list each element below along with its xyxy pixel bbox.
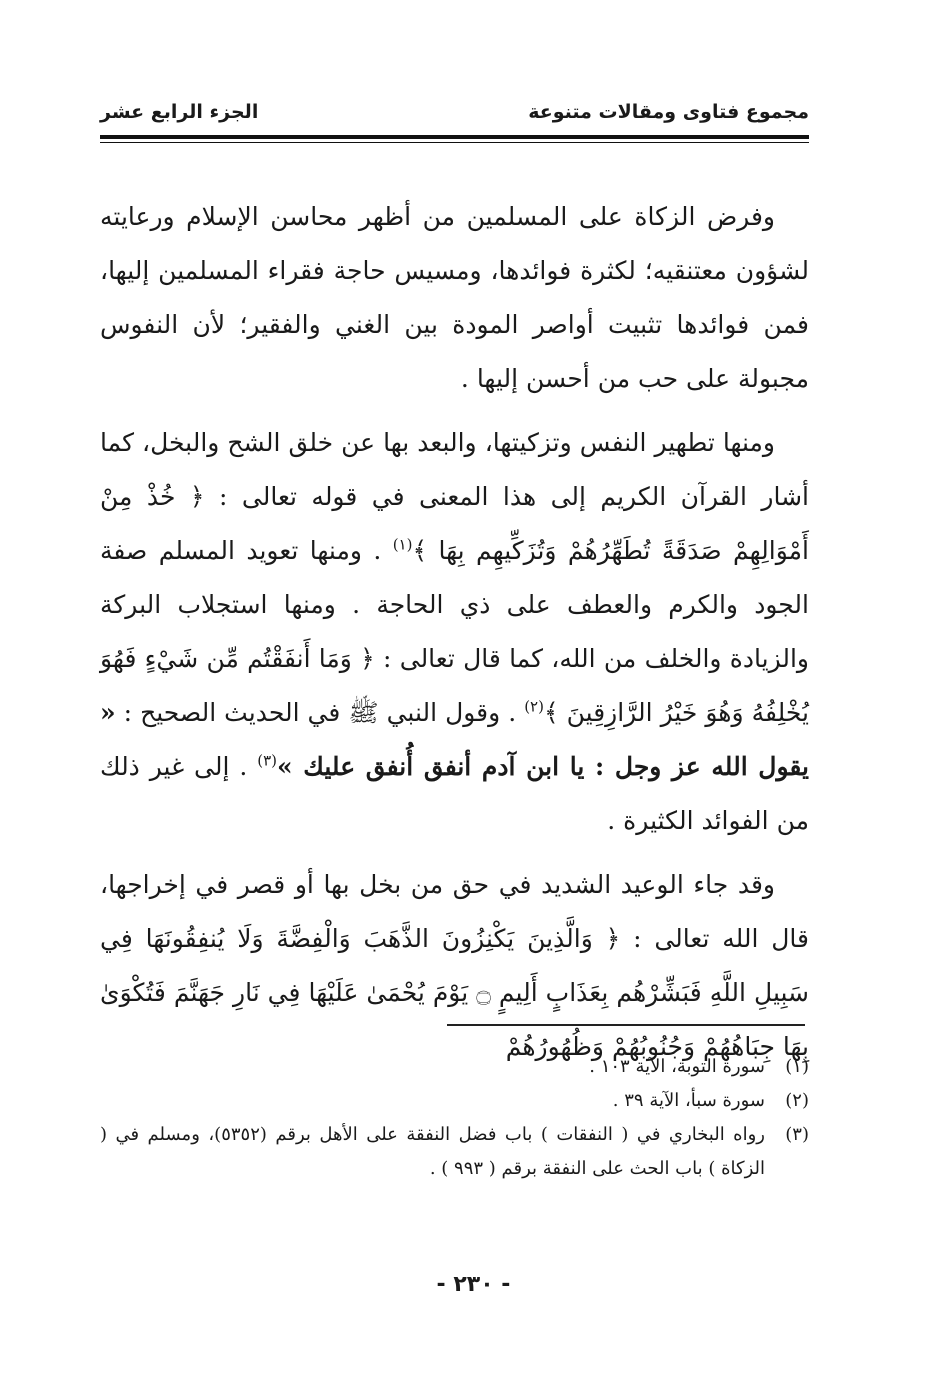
main-text <box>100 190 809 1084</box>
footnote-text: رواه البخاري في ( النفقات ) باب فضل النفقة على الأهل برقم (٥٣٥٢)، ومسلم في ( الزكاة ) باب الحث على النفقة برقم ( ٩٩٣ ) . <box>100 1124 765 1179</box>
p2-text-e: . إلى غير ذلك من الفوائد الكثيرة . <box>100 752 809 835</box>
running-header <box>100 96 809 128</box>
volume-label: الجزء الرابع عشر <box>100 101 259 123</box>
paragraph-1: وفرض الزكاة على المسلمين من أظهر محاسن الإسلام ورعايته لشؤون معتنقيه؛ لكثرة فوائدها، ومسيس حاجة فقراء المسلمين إليها، فمن فوائدها تثبيت أواصر المودة بين الغني والفقير؛ لأن النفوس مجبولة على حب من أحسن إليها . <box>100 202 809 393</box>
footnote-ref-1: (١) <box>392 535 413 554</box>
quran-verse-3: ﴿ وَالَّذِينَ يَكْنِزُونَ الذَّهَبَ وَالْفِضَّةَ وَلَا يُنفِقُونَهَا فِي سَبِيلِ اللَّهِ فَبَشِّرْهُم بِعَذَابٍ أَلِيمٍ ۝ يَوْمَ يُحْمَىٰ عَلَيْهَا فِي نَارِ جَهَنَّمَ فَتُكْوَىٰ بِهَا جِبَاهُهُمْ وَجُنُوبُهُمْ وَظُهُورُهُمْ <box>100 924 809 1061</box>
header-rule-thick <box>100 135 809 139</box>
footnote-text: سورة التوبة، الآية ١٠٣ . <box>589 1056 765 1077</box>
footnote-separator <box>447 1024 805 1026</box>
footnote-number: (٢) <box>785 1090 809 1111</box>
paragraph-3 <box>100 858 809 1074</box>
p2-text-a: ومنها تطهير النفس وتزكيتها، والبعد بها عن خلق الشح والبخل، كما أشار القرآن الكريم إلى هذا المعنى في قوله تعالى : <box>100 428 809 511</box>
p3-text-a: وقد جاء الوعيد الشديد في حق من بخل بها أو قصر في إخراجها، قال الله تعالى : <box>100 870 809 953</box>
footnote-number: (١) <box>785 1056 809 1077</box>
footnote-number: (٣) <box>785 1124 809 1145</box>
hadith-text: « يقول الله عز وجل : يا ابن آدم أنفق أُنفق عليك » <box>100 698 809 781</box>
book-title: مجموع فتاوى ومقالات متنوعة <box>528 101 809 123</box>
paragraph-2 <box>100 416 809 848</box>
p2-text-d: . وقول النبي ﷺ في الحديث الصحيح : <box>123 698 517 727</box>
footnote-item <box>100 1118 809 1186</box>
footnote-ref-2: (٢) <box>524 697 544 716</box>
footnote-item <box>100 1084 809 1118</box>
footnote-ref-3: (٣) <box>257 751 278 770</box>
p2-text-b: . ومنها تعويد المسلم صفة الجود والكرم والعطف على ذي الحاجة . <box>100 536 809 619</box>
footnote-item <box>100 1050 809 1084</box>
footnote-text: سورة سبأ، الآية ٣٩ . <box>612 1090 765 1111</box>
quran-verse-1: ﴿ خُذْ مِنْ أَمْوَالِهِمْ صَدَقَةً تُطَهِّرُهُمْ وَتُزَكِّيهِم بِهَا ﴾ <box>100 482 809 565</box>
quran-verse-2: ﴿ وَمَا أَنفَقْتُم مِّن شَيْءٍ فَهُوَ يُخْلِفُهُ وَهُوَ خَيْرُ الرَّازِقِينَ ﴾ <box>100 644 809 727</box>
p2-text-c: ومنها استجلاب البركة والزيادة والخلف من الله، كما قال تعالى : <box>100 590 809 673</box>
header-rule-thin <box>100 142 809 143</box>
page-number: - ٢٣٠ - <box>436 1272 511 1297</box>
footnotes <box>100 1050 809 1186</box>
